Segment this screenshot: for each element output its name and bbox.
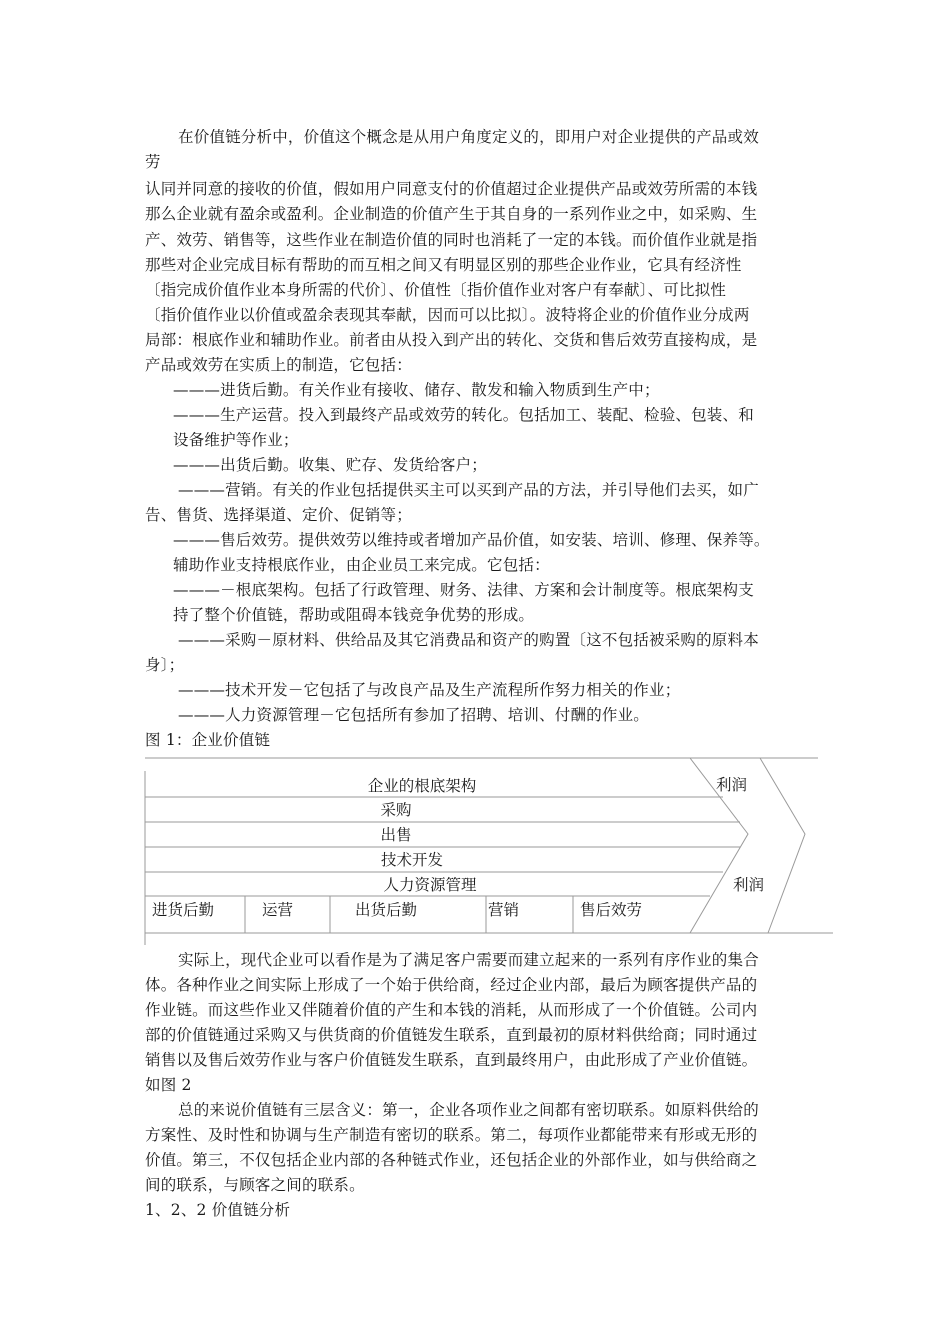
- support-row-label: 技术开发: [380, 851, 444, 869]
- primary-cell-label: 进货后勤: [152, 901, 215, 919]
- primary-activity-line: ———出货后勤。收集、贮存、发货给客户；: [173, 456, 488, 474]
- support-activity-line: ———技术开发－它包括了与改良产品及生产流程所作努力相关的作业；: [178, 681, 681, 699]
- support-row-label: 人力资源管理: [383, 876, 477, 894]
- primary-cell-label: 运营: [262, 901, 294, 919]
- primary-activity-line: ———营销。有关的作业包括提供买主可以买到产品的方法，并引导他们去买，如广: [178, 481, 759, 499]
- margin-arrow-outer: [760, 758, 805, 933]
- primary-activity-line: 告、售货、选择渠道、定价、促销等；: [145, 506, 412, 524]
- primary-cell-label: 营销: [488, 901, 520, 919]
- intro-line: 局部：根底作业和辅助作业。前者由从投入到产出的转化、交货和售后效劳直接构成，是: [145, 331, 758, 349]
- body-line: 体。各种作业之间实际上形成了一个始于供给商，经过企业内部，最后为顾客提供产品的: [145, 976, 758, 994]
- margin-label: 利润: [716, 776, 748, 794]
- primary-cell-label: 出货后勤: [355, 901, 418, 919]
- support-activity-line: 持了整个价值链，帮助或阻碍本钱竞争优势的形成。: [173, 606, 535, 624]
- intro-line: 〔指完成价值作业本身所需的代价〕、价值性〔指价值作业对客户有奉献〕、可比拟性: [145, 281, 727, 299]
- primary-cell-label: 售后效劳: [580, 901, 643, 919]
- support-activity-line: ———人力资源管理－它包括所有参加了招聘、培训、付酬的作业。: [178, 706, 650, 724]
- primary-activity-line: ———生产运营。投入到最终产品或效劳的转化。包括加工、装配、检验、包装、和: [173, 406, 754, 424]
- body-line: 如图 2: [145, 1076, 192, 1094]
- intro-line: 在价值链分析中，价值这个概念是从用户角度定义的，即用户对企业提供的产品或效: [178, 128, 759, 146]
- margin-label: 利润: [733, 876, 765, 894]
- support-row-label: 采购: [380, 801, 412, 819]
- intro-line: 产、效劳、销售等，这些作业在制造价值的同时也消耗了一定的本钱。而价值作业就是指: [145, 231, 758, 249]
- figure-caption: 图 1：企业价值链: [145, 731, 271, 749]
- summary-line: 价值。第三，不仅包括企业内部的各种链式作业，还包括企业的外部作业，如与供给商之: [145, 1151, 758, 1169]
- support-activity-line: 身〕；: [145, 656, 185, 674]
- body-line: 作业链。而这些作业又伴随着价值的产生和本钱的消耗，从而形成了一个价值链。公司内: [145, 1001, 758, 1019]
- summary-line: 间的联系，与顾客之间的联系。: [145, 1176, 365, 1194]
- section-heading: 1、2、2 价值链分析: [145, 1201, 291, 1219]
- support-row-label: 出售: [380, 826, 412, 844]
- support-row-label: 企业的根底架构: [367, 777, 477, 795]
- intro-line: 那么企业就有盈余或盈利。企业制造的价值产生于其自身的一系列作业之中，如采购、生: [145, 205, 758, 223]
- support-activity-line: ———采购－原材料、供给品及其它消费品和资产的购置〔这不包括被采购的原料本: [178, 631, 759, 649]
- primary-activity-line: 设备维护等作业；: [173, 431, 299, 449]
- primary-activity-line: ———售后效劳。提供效劳以维持或者增加产品价值，如安装、培训、修理、保养等。: [173, 531, 770, 549]
- intro-line: 产品或效劳在实质上的制造，它包括：: [145, 356, 412, 374]
- intro-line: 〔指价值作业以价值或盈余表现其奉献，因而可以比拟〕。波特将企业的价值作业分成两: [145, 306, 750, 324]
- intro-line: 认同并同意的接收的价值，假如用户同意支付的价值超过企业提供产品或效劳所需的本钱: [145, 180, 758, 198]
- body-line: 实际上，现代企业可以看作是为了满足客户需要而建立起来的一系列有序作业的集合: [178, 951, 759, 969]
- summary-line: 方案性、及时性和协调与生产制造有密切的联系。第二，每项作业都能带来有形或无形的: [145, 1126, 758, 1144]
- intro-line: 劳: [145, 153, 161, 171]
- body-line: 部的价值链通过采购又与供货商的价值链发生联系，直到最初的原材料供给商；同时通过: [145, 1026, 758, 1044]
- body-line: 销售以及售后效劳作业与客户价值链发生联系，直到最终用户，由此形成了产业价值链。: [145, 1051, 758, 1069]
- primary-activity-line: ———进货后勤。有关作业有接收、储存、散发和输入物质到生产中；: [173, 381, 660, 399]
- intro-line: 那些对企业完成目标有帮助的而互相之间又有明显区别的那些企业作业，它具有经济性: [145, 256, 742, 274]
- support-activity-line: ———－根底架构。包括了行政管理、财务、法律、方案和会计制度等。根底架构支: [173, 581, 754, 599]
- support-activity-line: 辅助作业支持根底作业，由企业员工来完成。它包括：: [173, 556, 550, 574]
- summary-line: 总的来说价值链有三层含义：第一，企业各项作业之间都有密切联系。如原料供给的: [178, 1101, 759, 1119]
